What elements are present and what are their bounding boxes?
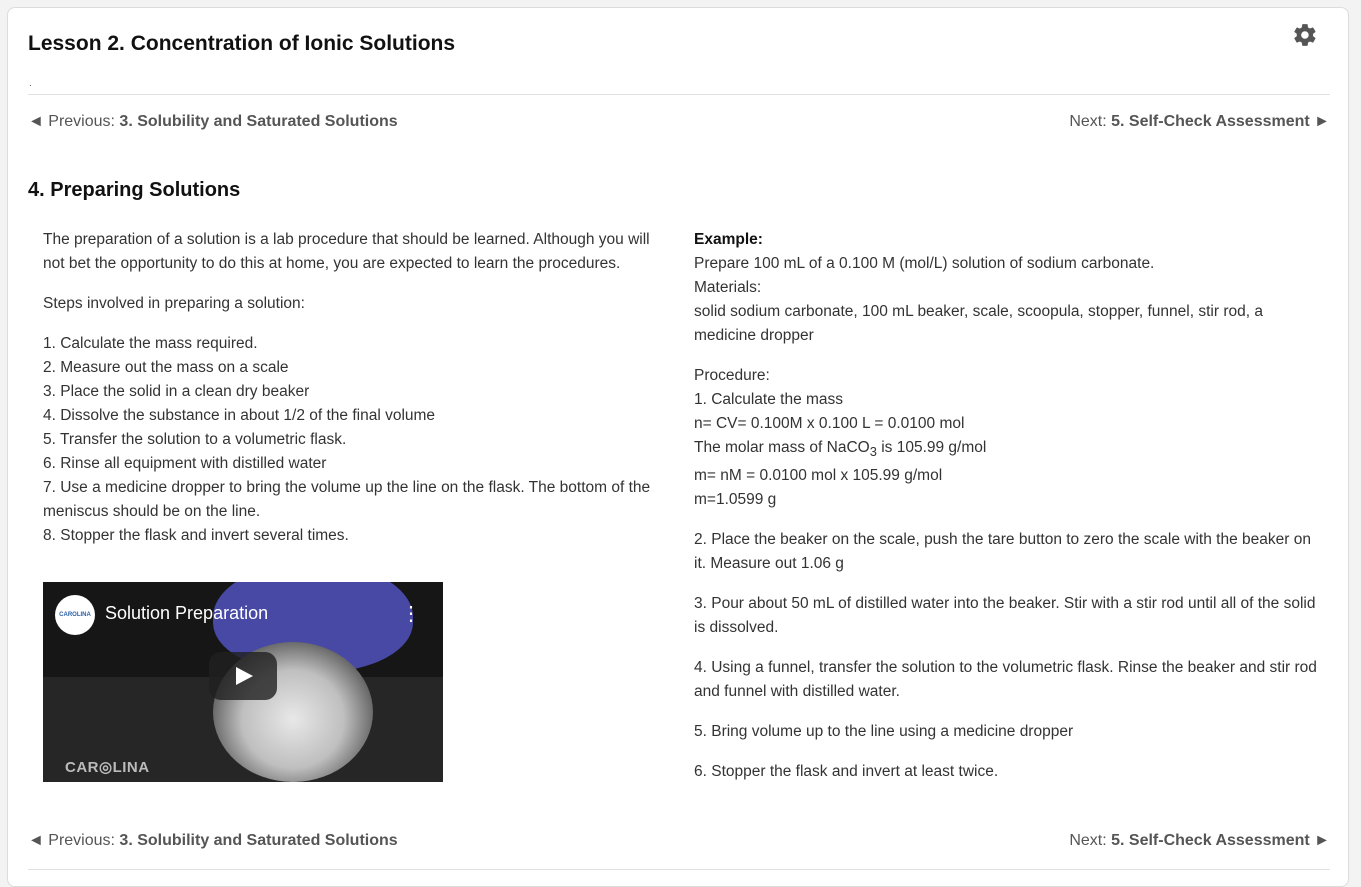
left-column: [43, 228, 653, 548]
list-item: 7. Use a medicine dropper to bring the volume up the line on the flask. The bottom of the meniscus should be on the line.: [43, 479, 651, 520]
example-block: [694, 228, 1319, 348]
steps-list: [43, 332, 653, 548]
next-title: 5. Self-Check Assessment: [1111, 832, 1310, 849]
previous-page-link[interactable]: [28, 113, 398, 131]
list-item: 3. Place the solid in a clean dry beaker: [43, 383, 310, 400]
list-item: 6. Rinse all equipment with distilled water: [43, 455, 327, 472]
procedure-step-3: 3. Pour about 50 mL of distilled water into the beaker. Stir with a stir rod until all of the solid is dissolved.: [694, 595, 1316, 637]
example-label: Example:: [694, 231, 763, 248]
materials-label: Materials:: [694, 279, 762, 296]
play-button[interactable]: [209, 652, 277, 700]
lesson-title: Lesson 2. Concentration of Ionic Solutions: [28, 32, 456, 55]
procedure-step-1: 1. Calculate the mass: [694, 391, 844, 408]
list-item: 5. Transfer the solution to a volumetric flask.: [43, 431, 347, 448]
procedure-step-6: 6. Stopper the flask and invert at least twice.: [694, 763, 999, 781]
next-page-link[interactable]: [1069, 113, 1330, 131]
gear-icon[interactable]: [1292, 22, 1318, 48]
procedure-step-2: 2. Place the beaker on the scale, push the tare button to zero the scale with the beaker on it. Measure out 1.06 g: [694, 531, 1311, 573]
section-title: 4. Preparing Solutions: [28, 179, 241, 201]
video-watermark: CAR◎LINA: [65, 759, 150, 776]
next-arrow-icon: ►: [1309, 832, 1330, 849]
right-column: [694, 228, 1319, 800]
next-page-link[interactable]: [1069, 832, 1330, 850]
calc-moles: n= CV= 0.100M x 0.100 L = 0.0100 mol: [694, 415, 965, 432]
list-item: 1. Calculate the mass required.: [43, 335, 258, 352]
channel-logo[interactable]: CAROLINA: [55, 595, 95, 635]
previous-page-link[interactable]: [28, 832, 398, 850]
previous-title: 3. Solubility and Saturated Solutions: [119, 113, 398, 130]
more-options-icon[interactable]: ⋮: [401, 603, 421, 625]
steps-heading: Steps involved in preparing a solution:: [43, 295, 305, 312]
divider: [28, 869, 1330, 870]
list-item: 4. Dissolve the substance in about 1/2 of the final volume: [43, 407, 436, 424]
list-item: 2. Measure out the mass on a scale: [43, 359, 289, 376]
intro-paragraph: The preparation of a solution is a lab procedure that should be learned. Although you will not bet the opportunity to do this at home, you are expected to learn the procedures.: [43, 231, 650, 272]
next-label: Next:: [1069, 113, 1112, 130]
molar-mass-line: The molar mass of NaCO$_3$ is 105.99 g/mol: [694, 439, 987, 460]
previous-label: ◄ Previous:: [28, 113, 120, 130]
procedure-step-4: 4. Using a funnel, transfer the solution to the volumetric flask. Rinse the beaker and stir rod and funnel with distilled water.: [694, 659, 1317, 701]
example-task: Prepare 100 mL of a 0.100 M (mol/L) solution of sodium carbonate.: [694, 255, 1155, 272]
procedure-block: [694, 364, 1319, 512]
lesson-card: [7, 7, 1349, 887]
procedure-label: Procedure:: [694, 367, 770, 384]
video-title[interactable]: Solution Preparation: [105, 603, 269, 623]
next-arrow-icon: ►: [1309, 113, 1330, 130]
calc-mass: m= nM = 0.0100 mol x 105.99 g/mol: [694, 467, 943, 485]
next-title: 5. Self-Check Assessment: [1111, 113, 1310, 130]
divider: [28, 94, 1330, 95]
list-item: 8. Stopper the flask and invert several times.: [43, 527, 349, 544]
calc-result: m=1.0599 g: [694, 491, 777, 509]
decorative-dot: .: [29, 78, 32, 89]
previous-title: 3. Solubility and Saturated Solutions: [119, 832, 398, 849]
video-player[interactable]: [43, 582, 443, 782]
next-label: Next:: [1069, 832, 1112, 849]
procedure-step-5: 5. Bring volume up to the line using a medicine dropper: [694, 723, 1074, 741]
previous-label: ◄ Previous:: [28, 832, 120, 849]
materials-list: solid sodium carbonate, 100 mL beaker, scale, scoopula, stopper, funnel, stir rod, a medicine dropper: [694, 303, 1263, 344]
